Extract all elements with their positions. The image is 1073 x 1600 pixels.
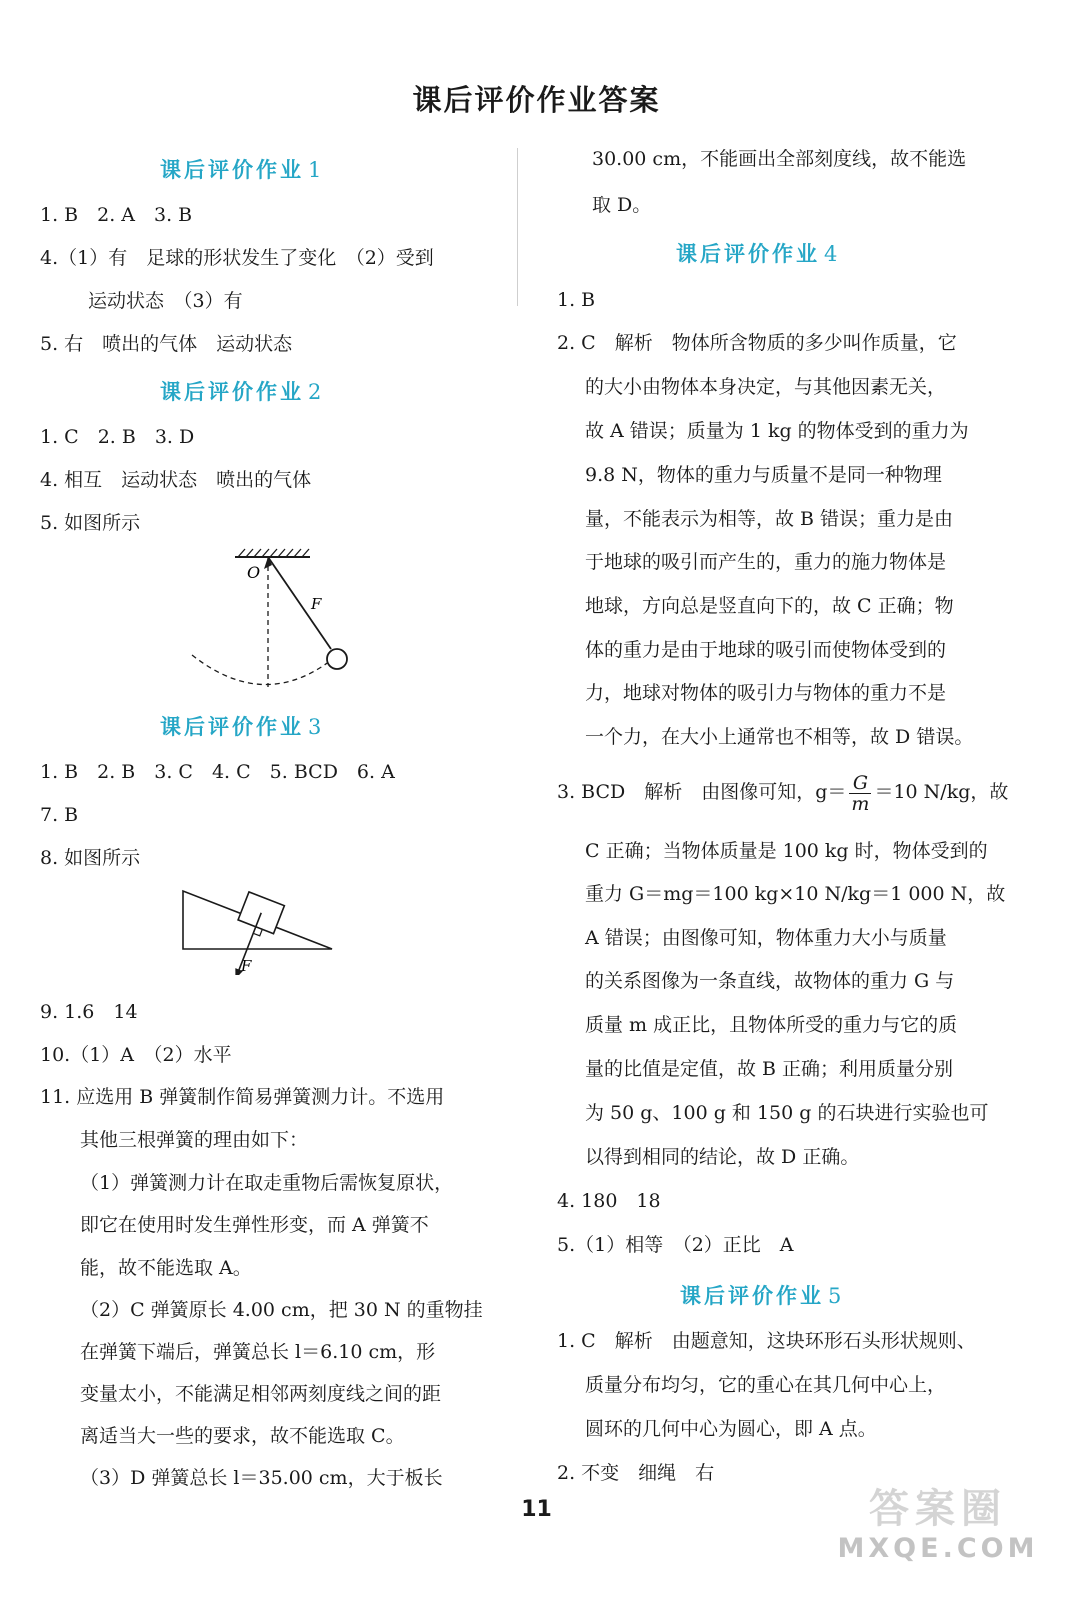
- force-label-f: F: [311, 595, 322, 613]
- answer-line: 4. 相互 运动状态 喷出的气体: [40, 469, 312, 491]
- answer-line: 5. 如图所示: [40, 512, 141, 534]
- answer-line: 1. B 2. B 3. C 4. C 5. BCD 6. A: [40, 761, 395, 783]
- answer-line: 以得到相同的结论，故 D 正确。: [585, 1146, 860, 1168]
- answer-line: 离适当大一些的要求，故不能选取 C。: [80, 1425, 405, 1447]
- answer-line: 1. C 解析 由题意知，这块环形石头形状规则、: [557, 1330, 976, 1352]
- page-number: 11: [521, 1497, 552, 1522]
- page-title: 课后评价作业答案: [412, 83, 661, 117]
- section-heading-2: 课后评价作业 2: [160, 380, 325, 404]
- answer-line: 1. B 2. A 3. B: [40, 204, 193, 226]
- answer-line: 2. 不变 细绳 右: [557, 1462, 715, 1484]
- answer-line: （3）D 弹簧总长 l＝35.00 cm，大于板长: [80, 1467, 443, 1489]
- answer-line: 的关系图像为一条直线，故物体的重力 G 与: [585, 970, 955, 992]
- pendulum-diagram: [180, 545, 360, 695]
- answer-line: 5. 右 喷出的气体 运动状态: [40, 333, 293, 355]
- answer-line: 即它在使用时发生弹性形变，而 A 弹簧不: [80, 1214, 429, 1236]
- answer-line: 10.（1）A （2）水平: [40, 1044, 232, 1066]
- answer-line: 圆环的几何中心为圆心，即 A 点。: [585, 1418, 877, 1440]
- watermark-logo: 答案圈 MXQE.COM: [837, 1486, 1039, 1564]
- answer-line: 1. C 2. B 3. D: [40, 426, 195, 448]
- answer-line: 9.8 N，物体的重力与质量不是同一种物理: [585, 464, 942, 486]
- answer-line: 变量太小，不能满足相邻两刻度线之间的距: [80, 1383, 442, 1405]
- answer-line: 其他三根弹簧的理由如下：: [80, 1129, 309, 1151]
- answer-line: 质量分布均匀，它的重心在其几何中心上，: [585, 1374, 947, 1396]
- answer-line: 30.00 cm，不能画出全部刻度线，故不能选: [592, 148, 967, 170]
- answer-line: 体的重力是由于地球的吸引而使物体受到的: [585, 639, 947, 661]
- incline-diagram: [178, 883, 340, 975]
- answer-line: 2. C 解析 物体所含物质的多少叫作质量，它: [557, 332, 957, 354]
- answer-line: 的大小由物体本身决定，与其他因素无关，: [585, 376, 947, 398]
- answer-line: C 正确；当物体质量是 100 kg 时，物体受到的: [585, 840, 988, 862]
- answer-line: A 错误；由图像可知，物体重力大小与质量: [585, 927, 947, 949]
- force-label-f: F: [241, 957, 252, 975]
- answer-line: 1. B: [557, 289, 596, 311]
- section-heading-5: 课后评价作业 5: [680, 1284, 845, 1308]
- fraction-g-over-m: $\frac{G}{m}$: [851, 771, 870, 815]
- answer-line: 为 50 g、100 g 和 150 g 的石块进行实验也可: [585, 1102, 989, 1124]
- answer-line: 4. 180 18: [557, 1190, 661, 1212]
- answer-line: 故 A 错误；质量为 1 kg 的物体受到的重力为: [585, 420, 969, 442]
- answer-line: （1）弹簧测力计在取走重物后需恢复原状，: [80, 1172, 454, 1194]
- answer-line: 重力 G＝mg＝100 kg×10 N/kg＝1 000 N，故: [585, 883, 1006, 905]
- answer-line: 8. 如图所示: [40, 847, 141, 869]
- answer-line: 5.（1）相等 （2）正比 A: [557, 1234, 794, 1256]
- answer-line: 4.（1）有 足球的形状发生了变化 （2）受到: [40, 247, 434, 269]
- answer-line: 地球，方向总是竖直向下的，故 C 正确；物: [585, 595, 954, 617]
- answer-line: 9. 1.6 14: [40, 1001, 138, 1023]
- answer-line: 于地球的吸引而产生的，重力的施力物体是: [585, 551, 947, 573]
- answer-line: 量的比值是定值，故 B 正确；利用质量分别: [585, 1058, 954, 1080]
- section-heading-4: 课后评价作业 4: [676, 242, 841, 266]
- column-divider: [517, 148, 518, 306]
- section-heading-3: 课后评价作业 3: [160, 715, 325, 739]
- answer-line: 质量 m 成正比，且物体所受的重力与它的质: [585, 1014, 958, 1036]
- answer-line: 量，不能表示为相等，故 B 错误；重力是由: [585, 508, 954, 530]
- answer-line: 能，故不能选取 A。: [80, 1257, 252, 1279]
- answer-line: 在弹簧下端后，弹簧总长 l＝6.10 cm，形: [80, 1341, 436, 1363]
- answer-line-with-fraction: 3. BCD 解析 由图像可知，g＝ $\frac{G}{m}$ ＝10 N/kg，故: [557, 771, 1009, 815]
- answer-line: （2）C 弹簧原长 4.00 cm，把 30 N 的重物挂: [80, 1299, 483, 1321]
- answer-line: 7. B: [40, 804, 79, 826]
- pivot-label-o: O: [247, 563, 261, 582]
- answer-line: 取 D。: [592, 194, 652, 216]
- answer-line: 11. 应选用 B 弹簧制作简易弹簧测力计。不选用: [40, 1086, 445, 1108]
- answer-line: 力，地球对物体的吸引力与物体的重力不是: [585, 682, 947, 704]
- section-heading-1: 课后评价作业 1: [160, 158, 325, 182]
- answer-line: 运动状态 （3）有: [88, 290, 243, 312]
- answer-line: 一个力，在大小上通常也不相等，故 D 错误。: [585, 726, 974, 748]
